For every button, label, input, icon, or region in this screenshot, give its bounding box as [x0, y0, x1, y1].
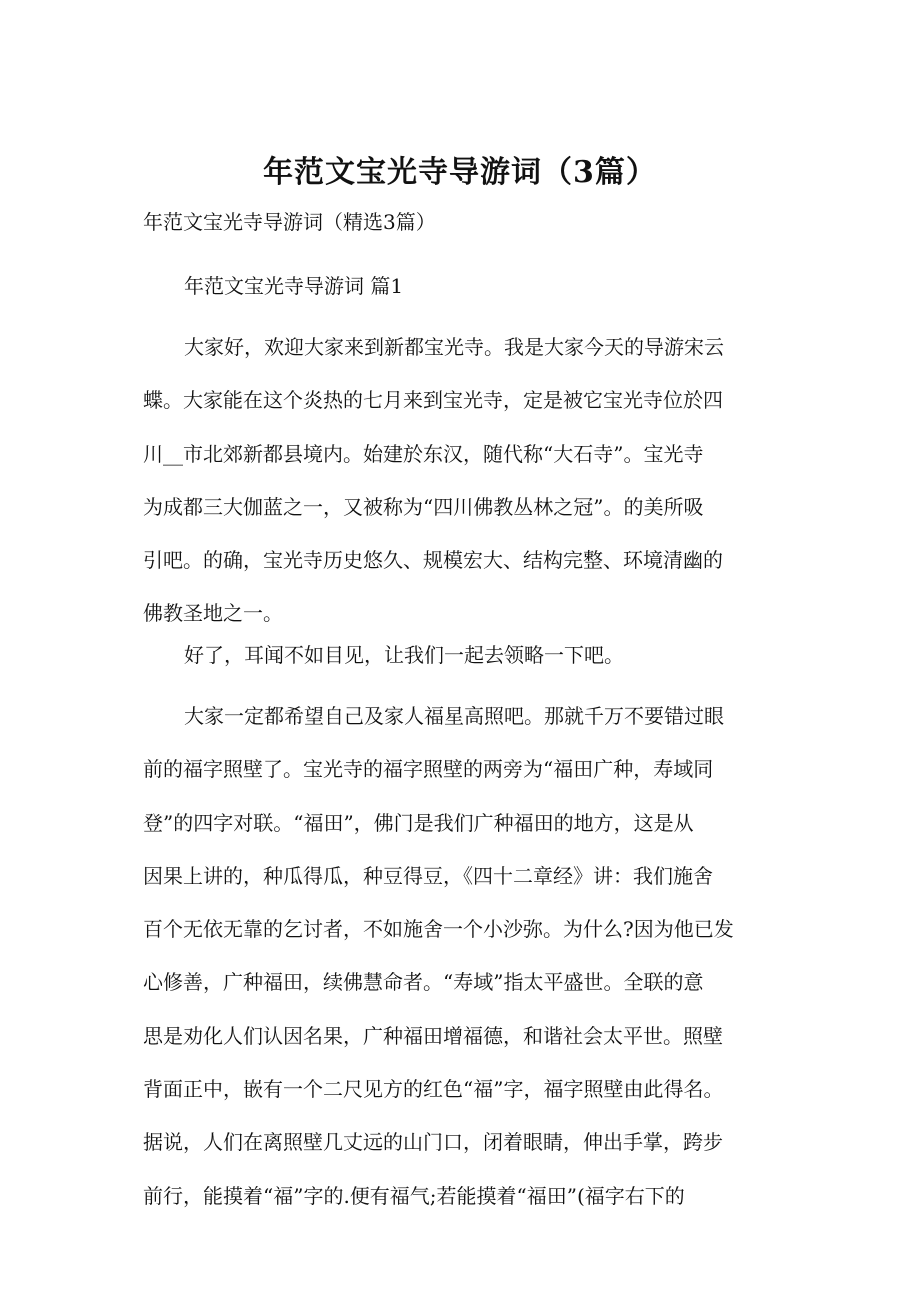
- paragraph-line: 据说，人们在离照壁几丈远的山门口，闭着眼睛，伸出手掌，跨步: [143, 1130, 723, 1155]
- paragraph-line: 为成都三大伽蓝之一，又被称为“四川佛教丛林之冠”。的美所吸: [143, 494, 704, 519]
- paragraph-line: 好了，耳闻不如目见，让我们一起去领略一下吧。: [184, 643, 624, 667]
- paragraph: [143, 629, 823, 682]
- paragraph: [143, 321, 823, 641]
- paragraph-line: 心修善，广种福田，续佛慧命者。“寿域”指太平盛世。全联的意: [143, 970, 704, 995]
- paragraph: [143, 690, 823, 1223]
- paragraph-line: 川__市北郊新都县境内。始建於东汉，随代称“大石寺”。宝光寺: [143, 441, 704, 466]
- paragraph-line: 前行，能摸着“福”字的.便有福气;若能摸着“福田”(福字右下的: [143, 1183, 685, 1208]
- document-title: 年范文宝光寺导游词（3篇）: [263, 155, 657, 190]
- paragraph-line: 引吧。的确，宝光寺历史悠久、规模宏大、结构完整、环境清幽的: [143, 548, 723, 573]
- section-heading: 年范文宝光寺导游词 篇1: [184, 274, 404, 298]
- paragraph-line: 大家一定都希望自己及家人福星高照吧。那就千万不要错过眼: [184, 704, 724, 728]
- paragraph-line: 背面正中，嵌有一个二尺见方的红色“福”字，福字照壁由此得名。: [143, 1077, 724, 1102]
- paragraph-line: 百个无依无靠的乞讨者，不如施舍一个小沙弥。为什么?因为他已发: [143, 917, 734, 942]
- paragraph-line: 佛教圣地之一。: [143, 601, 283, 626]
- paragraph-line: 思是劝化人们认因名果，广种福田增福德，和谐社会太平世。照壁: [143, 1023, 723, 1048]
- paragraph-line: 大家好，欢迎大家来到新都宝光寺。我是大家今天的导游宋云: [184, 335, 724, 359]
- paragraph-line: 蝶。大家能在这个炎热的七月来到宝光寺，定是被它宝光寺位於四: [143, 388, 723, 413]
- paragraph-line: 登”的四字对联。“福田”，佛门是我们广种福田的地方，这是从: [143, 810, 694, 835]
- document-subtitle: 年范文宝光寺导游词（精选3篇）: [143, 210, 436, 234]
- paragraph-line: 前的福字照壁了。宝光寺的福字照壁的两旁为“福田广种，寿域同: [143, 757, 714, 782]
- paragraph-line: 因果上讲的，种瓜得瓜，种豆得豆，《四十二章经》讲：我们施舍: [143, 863, 713, 888]
